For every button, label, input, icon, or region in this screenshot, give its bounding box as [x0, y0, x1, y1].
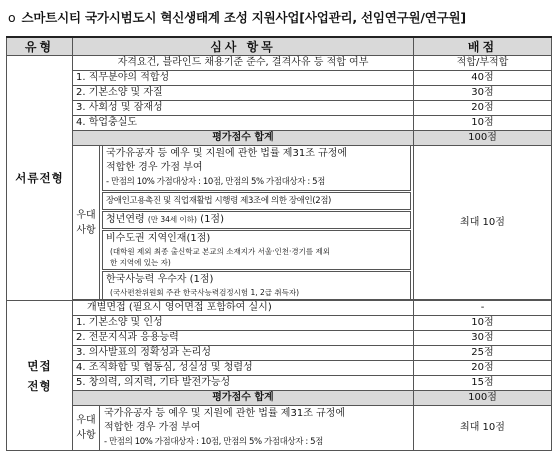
table-header-row: [7, 37, 552, 56]
int-patriot-line-2: 적합한 경우 가점 부여: [104, 422, 201, 433]
pref-label-line-1: 우대: [76, 209, 96, 221]
nonmetro-note-2: 한 지역에 있는 자): [110, 258, 171, 267]
int-item-1: 1. 기본소양 및 인성: [73, 316, 414, 331]
youth-points: (1점): [200, 214, 224, 225]
category-document-screening: 서류전형: [7, 56, 73, 301]
int-score-4: 20점: [414, 361, 552, 376]
table-row: [7, 86, 552, 101]
nonmetro-note-1: (대학원 제외 최종 출신학교 본교의 소재지가 서울·인천·경기를 제외: [110, 247, 330, 256]
int-score-1: 10점: [414, 316, 552, 331]
disabled-box: 장애인고용촉진 및 직업재활법 시행령 제3조에 의한 장애인(2점): [102, 192, 411, 210]
doc-item-3: 3. 사회성 및 잠재성: [73, 101, 414, 116]
nonmetro-box: [102, 230, 411, 270]
table-row: [7, 346, 552, 361]
int-score-2: 30점: [414, 331, 552, 346]
doc-preference-cell: [73, 146, 414, 300]
int-pref-label-line-2: 사항: [76, 430, 96, 441]
doc-total-score: 100점: [414, 131, 552, 146]
youth-main: 청년연령: [106, 214, 145, 225]
int-total-score: 100점: [414, 391, 552, 406]
table-row: [7, 116, 552, 131]
qualification-score: 적합/부적합: [414, 56, 552, 71]
table-row: [7, 131, 552, 146]
table-row: [7, 146, 552, 300]
bullet: o: [8, 10, 16, 25]
patriot-line-1: 국가유공자 등 예우 및 지원에 관한 법률 제31조 규정에: [106, 148, 348, 159]
doc-score-2: 30점: [414, 86, 552, 101]
int-pref-label-line-1: 우대: [76, 415, 96, 426]
doc-item-4: 4. 학업충실도: [73, 116, 414, 131]
int-item-5: 5. 창의력, 의지력, 기타 발전가능성: [73, 376, 414, 391]
doc-item-1: 1. 직무분야의 적합성: [73, 71, 414, 86]
youth-box: [102, 211, 411, 229]
table-row: [7, 376, 552, 391]
document-title: [8, 8, 466, 26]
patriot-box: [102, 146, 411, 191]
doc-preference-label: [73, 146, 100, 299]
header-items: 심사 항목: [73, 37, 414, 56]
header-score: 배점: [414, 37, 552, 56]
int-item-4: 4. 조직화합 및 협동심, 성실성 및 청렴성: [73, 361, 414, 376]
table-row: [7, 56, 552, 71]
doc-score-4: 10점: [414, 116, 552, 131]
doc-preference-score: 최대 10점: [414, 146, 552, 300]
history-box: [102, 271, 411, 299]
table-row: [7, 301, 552, 316]
table-row: [7, 391, 552, 406]
table-row: [7, 361, 552, 376]
int-patriot-line-3: - 만점의 10% 가점대상자 : 10점, 만점의 5% 가점대상자 : 5점: [104, 437, 323, 447]
history-note: (국사편찬위원회 주관 한국사능력검정시험 1, 2급 취득자): [110, 288, 300, 297]
interview-intro-score: -: [414, 301, 552, 316]
evaluation-table: [6, 36, 552, 451]
interview-intro: 개별면접 (필요시 영어면접 포함하여 실시): [73, 301, 414, 316]
doc-item-2: 2. 기본소양 및 자질: [73, 86, 414, 101]
table-row: [7, 101, 552, 116]
interview-label-2: 전형: [27, 378, 52, 393]
table-row: [7, 331, 552, 346]
table-row: [7, 406, 552, 451]
youth-detail: (만 34세 이하): [147, 215, 197, 224]
doc-preference-items: [100, 146, 414, 299]
int-item-2: 2. 전문지식과 응용능력: [73, 331, 414, 346]
int-preference-cell: [73, 406, 414, 451]
table-row: [7, 316, 552, 331]
int-preference-score: 최대 10점: [414, 406, 552, 451]
interview-label-1: 면접: [27, 358, 52, 373]
int-score-3: 25점: [414, 346, 552, 361]
int-preference-label: [73, 406, 100, 450]
doc-score-1: 40점: [414, 71, 552, 86]
patriot-line-3: - 만점의 10% 가점대상자 : 10점, 만점의 5% 가점대상자 : 5점: [106, 177, 325, 187]
int-item-3: 3. 의사발표의 정확성과 논리성: [73, 346, 414, 361]
nonmetro-title: 비수도권 지역인재(1점): [106, 233, 211, 244]
category-interview: [7, 301, 73, 451]
int-preference-items: [100, 406, 414, 450]
history-title: 한국사능력 우수자 (1점): [106, 274, 214, 285]
int-patriot-line-1: 국가유공자 등 예우 및 지원에 관한 법률 제31조 규정에: [104, 408, 346, 419]
int-score-5: 15점: [414, 376, 552, 391]
qualification-item: 자격요건, 블라인드 채용기준 준수, 결격사유 등 적합 여부: [73, 56, 414, 71]
title-text: 스마트시티 국가시범도시 혁신생태계 조성 지원사업[사업관리, 선임연구원/연구원]: [21, 10, 466, 25]
doc-score-3: 20점: [414, 101, 552, 116]
pref-label-line-2: 사항: [76, 224, 96, 236]
patriot-line-2: 적합한 경우 가점 부여: [106, 162, 203, 173]
table-row: [7, 71, 552, 86]
header-type: 유형: [7, 37, 73, 56]
doc-total-label: 평가점수 합계: [73, 131, 414, 146]
int-total-label: 평가점수 합계: [73, 391, 414, 406]
